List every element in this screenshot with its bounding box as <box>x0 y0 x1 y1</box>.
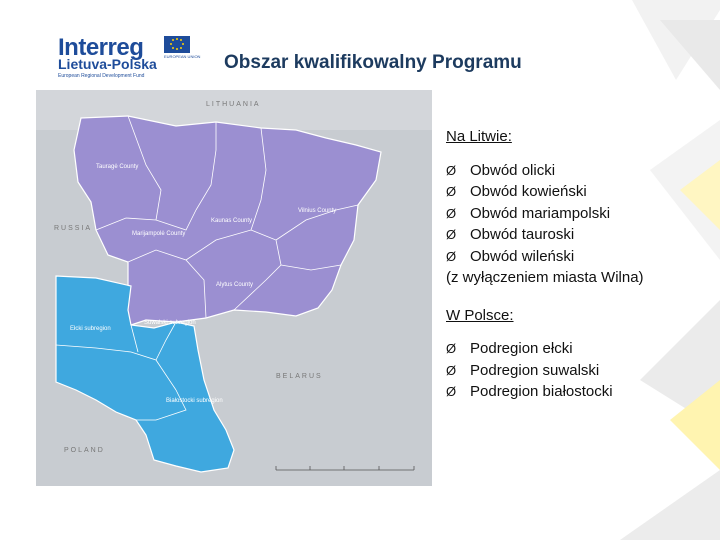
country-label-lithuania: LITHUANIA <box>206 101 261 108</box>
region-label-bialystok: Białostocki subregion <box>166 398 223 404</box>
bullet-icon: Ø <box>446 227 457 242</box>
region-label-marijampole: Marijampolė County <box>132 231 186 237</box>
list-item: Ø Obwód olicki <box>446 160 706 182</box>
country-label-belarus: BELARUS <box>276 373 323 380</box>
region-label-suwalki: Suwalski subregion <box>144 320 196 326</box>
poland-heading: W Polsce: <box>446 306 514 324</box>
list-item: Ø Podregion białostocki <box>446 381 706 403</box>
logo-fund-text: European Regional Development Fund <box>58 73 145 79</box>
country-label-poland: POLAND <box>64 447 105 454</box>
interreg-logo <box>58 34 201 86</box>
bullet-icon: Ø <box>446 184 457 199</box>
lithuania-note: (z wyłączeniem miasta Wilna) <box>446 269 644 286</box>
region-map <box>36 90 432 486</box>
country-label-russia: RUSSIA <box>54 225 93 232</box>
region-label-elk: Ełcki subregion <box>70 326 111 332</box>
list-item: Ø Obwód kowieński <box>446 181 706 203</box>
logo-title: Interreg <box>58 34 144 61</box>
logo-subtitle: Lietuva-Polska <box>58 56 157 72</box>
region-label-alytus: Alytus County <box>216 282 254 288</box>
lithuania-heading: Na Litwie: <box>446 128 512 145</box>
eu-flag-icon <box>164 36 190 53</box>
bullet-icon: Ø <box>446 162 457 178</box>
bullet-icon: Ø <box>446 341 457 356</box>
list-item: Ø Podregion suwalski <box>446 360 706 382</box>
list-item: Ø Obwód mariampolski <box>446 203 706 225</box>
list-item: Ø Obwód wileński <box>446 246 706 268</box>
list-item: Ø Obwód tauroski <box>446 224 706 246</box>
bullet-icon: Ø <box>446 384 457 399</box>
list-item: Ø Podregion ełcki <box>446 338 706 360</box>
map-svg <box>36 90 432 486</box>
region-label-vilnius: Vilnius County <box>298 208 337 214</box>
eu-caption: EUROPEAN UNION <box>164 54 201 59</box>
bullet-icon: Ø <box>446 248 457 264</box>
bullet-icon: Ø <box>446 205 457 221</box>
slide-title: Obszar kwalifikowalny Programu <box>224 52 522 73</box>
bullet-icon: Ø <box>446 362 457 378</box>
region-list-panel <box>446 126 706 403</box>
region-label-kaunas: Kaunas County <box>211 218 253 224</box>
region-label-taurage: Tauragė County <box>96 164 139 170</box>
